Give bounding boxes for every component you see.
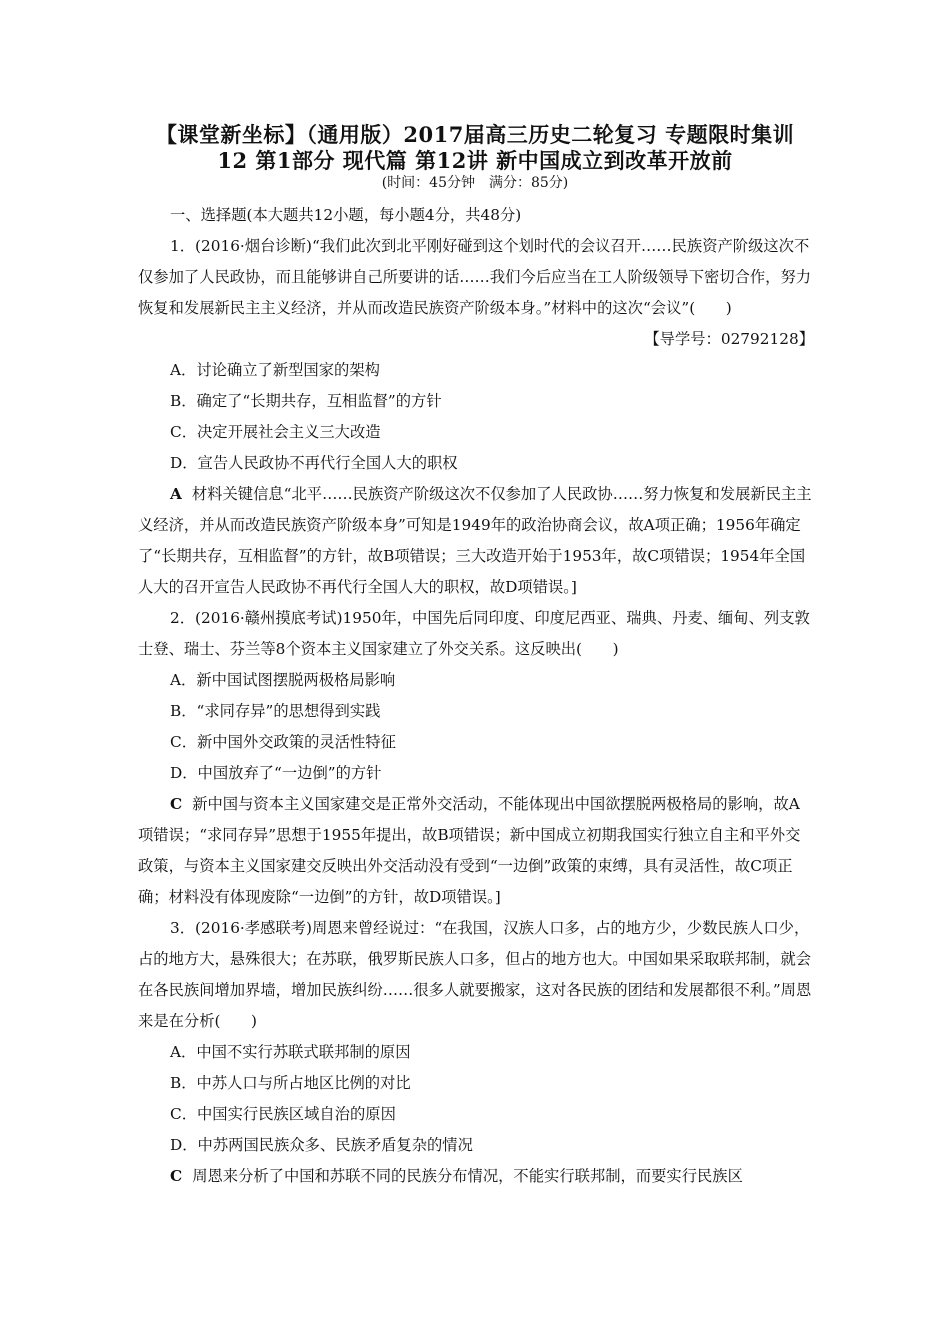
question-1-option-a: A．讨论确立了新型国家的架构: [170, 361, 380, 379]
question-2-option-b: B．“求同存异”的思想得到实践: [170, 702, 381, 720]
question-1-option-d: D．宣告人民政协不再代行全国人大的职权: [170, 454, 458, 472]
question-1-option-c: C．决定开展社会主义三大改造: [170, 423, 381, 441]
question-1-stem: 1．(2016·烟台诊断)“我们此次到北平刚好碰到这个划时代的会议召开……民族资产阶级这次不仅参加了人民政协，而且能够讲自己所要讲的话……我们今后应当在工人阶级领导下密切合作，努力恢复和发展新民主主义经济，并从而改造民族资产阶级本身。”材料中的这次“会议”( ): [138, 237, 812, 317]
question-3-option-a: A．中国不实行苏联式联邦制的原因: [170, 1043, 411, 1061]
question-2-answer-key: C: [170, 795, 183, 813]
question-1-answer-key: A: [170, 485, 182, 503]
section-heading: 一、选择题(本大题共12小题，每小题4分，共48分): [170, 206, 522, 224]
question-3-stem: 3．(2016·孝感联考)周恩来曾经说过：“在我国，汉族人口多，占的地方少，少数民族人口少，占的地方大，悬殊很大；在苏联，俄罗斯民族人口多，但占的地方也大。中国如果采取联邦制，就会在各民族间增加界墙，增加民族纠纷……很多人就要搬家，这对各民族的团结和发展都很不利。”周恩来是在分析( ): [138, 919, 812, 1030]
question-3-option-b: B．中苏人口与所占地区比例的对比: [170, 1074, 411, 1092]
question-3-option-d: D．中苏两国民族众多、民族矛盾复杂的情况: [170, 1136, 473, 1154]
question-2-option-c: C．新中国外交政策的灵活性特征: [170, 733, 396, 751]
question-1-guide-number: 【导学号：02792128】: [644, 330, 814, 348]
question-2-stem: 2．(2016·赣州摸底考试)1950年，中国先后同印度、印度尼西亚、瑞典、丹麦、缅甸、列支敦士登、瑞士、芬兰等8个资本主义国家建立了外交关系。这反映出( ): [138, 609, 810, 658]
question-2-answer: [138, 789, 814, 913]
question-1-answer: [138, 479, 814, 603]
document-title-line-2: 12 第1部分 现代篇 第12讲 新中国成立到改革开放前: [217, 148, 733, 173]
time-and-score: (时间：45分钟 满分：85分): [381, 175, 569, 191]
document-title-line-1: 【课堂新坐标】（通用版）2017届高三历史二轮复习 专题限时集训: [155, 122, 795, 147]
question-3-explanation: 周恩来分析了中国和苏联不同的民族分布情况，不能实行联邦制，而要实行民族区: [192, 1167, 743, 1185]
document-body: [138, 200, 814, 1192]
question-3-option-c: C．中国实行民族区域自治的原因: [170, 1105, 396, 1123]
question-1-explanation: 材料关键信息“北平……民族资产阶级这次不仅参加了人民政协……努力恢复和发展新民主主义经济，并从而改造民族资产阶级本身”可知是1949年的政治协商会议，故A项正确；1956年确定了“长期共存，互相监督”的方针，故B项错误；三大改造开始于1953年，故C项错误；1954年全国人大的召开宣告人民政协不再代行全国人大的职权，故D项错误。]: [138, 485, 812, 596]
question-2-option-d: D．中国放弃了“一边倒”的方针: [170, 764, 382, 782]
question-2-option-a: A．新中国试图摆脱两极格局影响: [170, 671, 396, 689]
question-3-answer: [138, 1161, 814, 1192]
question-3-answer-key: C: [170, 1167, 183, 1185]
question-2-explanation: 新中国与资本主义国家建交是正常外交活动，不能体现出中国欲摆脱两极格局的影响，故A项错误；“求同存异”思想于1955年提出，故B项错误；新中国成立初期我国实行独立自主和平外交政策，与资本主义国家建交反映出外交活动没有受到“一边倒”政策的束缚，具有灵活性，故C项正确；材料没有体现废除“一边倒”的方针，故D项错误。]: [138, 795, 801, 906]
question-1-option-b: B．确定了“长期共存，互相监督”的方针: [170, 392, 442, 410]
